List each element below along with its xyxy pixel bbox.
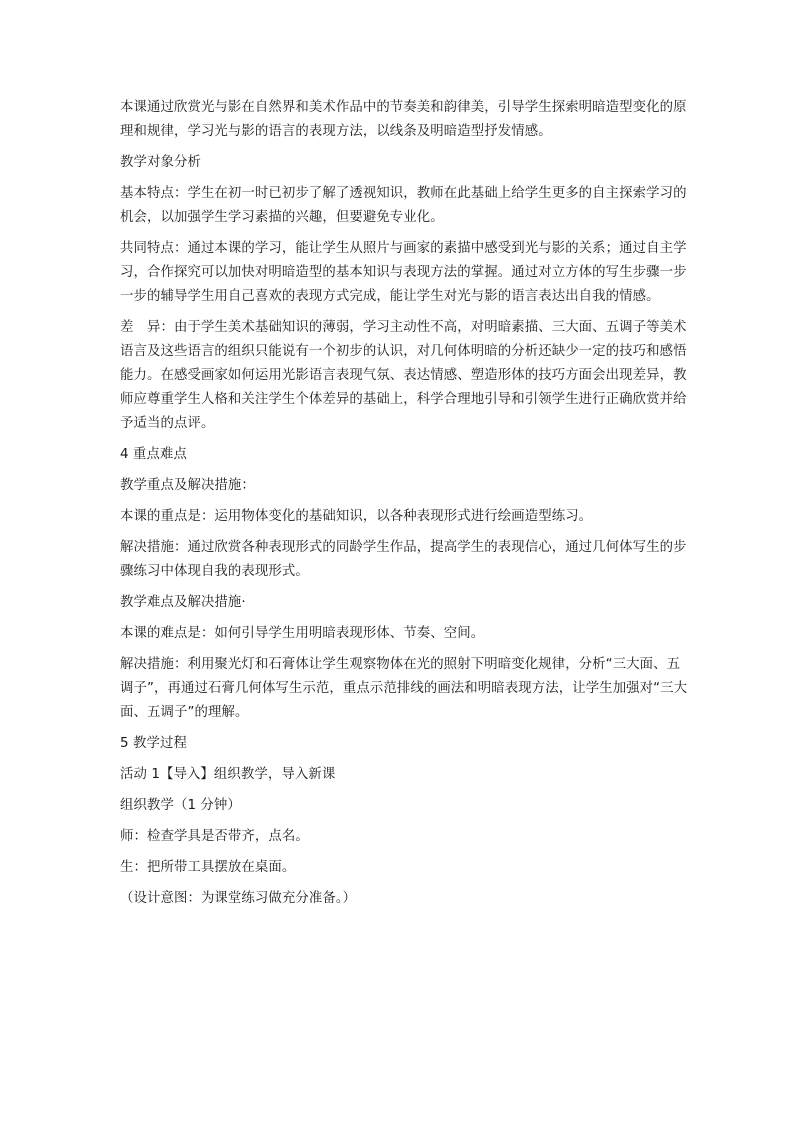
difficulty-measures-paragraph: 解决措施：利用聚光灯和石膏体让学生观察物体在光的照射下明暗变化规律，分析“三大面、五调子”，再通过石膏几何体写生示范，重点示范排线的画法和明暗表现方法，让学生加强对“三大面、五调子”的理解。	[120, 657, 688, 720]
activity-1-heading: 活动 1【导入】组织教学，导入新课	[120, 767, 336, 782]
intro-paragraph: 本课通过欣赏光与影在自然界和美术作品中的节奏美和韵律美，引导学生探索明暗造型变化的原理和规律，学习光与影的语言的表现方法，以线条及明暗造型抒发情感。	[120, 100, 687, 139]
section-heading-teaching-process: 5 教学过程	[120, 736, 187, 751]
key-point-paragraph: 本课的重点是：运用物体变化的基础知识，以各种表现形式进行绘画造型练习。	[120, 509, 593, 524]
section-heading-key-points: 4 重点难点	[120, 447, 187, 462]
document-body	[120, 96, 690, 918]
section-heading-learner-analysis: 教学对象分析	[120, 155, 201, 170]
difficulty-paragraph: 本课的难点是：如何引导学生用明暗表现形体、节奏、空间。	[120, 626, 485, 641]
subheading-difficulty-measures: 教学难点及解决措施·	[120, 595, 246, 610]
subheading-key-points-measures: 教学重点及解决措施：	[120, 478, 255, 493]
key-point-measures-paragraph: 解决措施：通过欣赏各种表现形式的同龄学生作品，提高学生的表现信心，通过几何体写生的步骤练习中体现自我的表现形式。	[120, 540, 687, 579]
common-features-paragraph: 共同特点：通过本课的学习，能让学生从照片与画家的素描中感受到光与影的关系；通过自主学习，合作探究可以加快对明暗造型的基本知识与表现方法的掌握。通过对立方体的写生步骤一步一步的辅导学生用自己喜欢的表现方式完成，能让学生对光与影的语言表达出自我的情感。	[120, 241, 687, 304]
design-intent-line: （设计意图：为课堂练习做充分准备。）	[120, 891, 357, 906]
basic-features-paragraph: 基本特点：学生在初一时已初步了解了透视知识，教师在此基础上给学生更多的自主探索学习的机会，以加强学生学习素描的兴趣，但要避免专业化。	[120, 186, 687, 225]
teacher-line: 师：检查学具是否带齐，点名。	[120, 829, 309, 844]
differences-paragraph: 差 异：由于学生美术基础知识的薄弱，学习主动性不高，对明暗素描、三大面、五调子等美术语言及这些语言的组织只能说有一个初步的认识，对几何体明暗的分析还缺少一定的技巧和感悟能力。在感受画家如何运用光影语言表现气氛、表达情感、塑造形体的技巧方面会出现差异，教师应尊重学生人格和关注学生个体差异的基础上，科学合理地引导和引领学生进行正确欣赏并给予适当的点评。	[120, 320, 687, 431]
organize-teaching-line: 组织教学（1 分钟）	[120, 798, 241, 813]
student-line: 生：把所带工具摆放在桌面。	[120, 860, 296, 875]
